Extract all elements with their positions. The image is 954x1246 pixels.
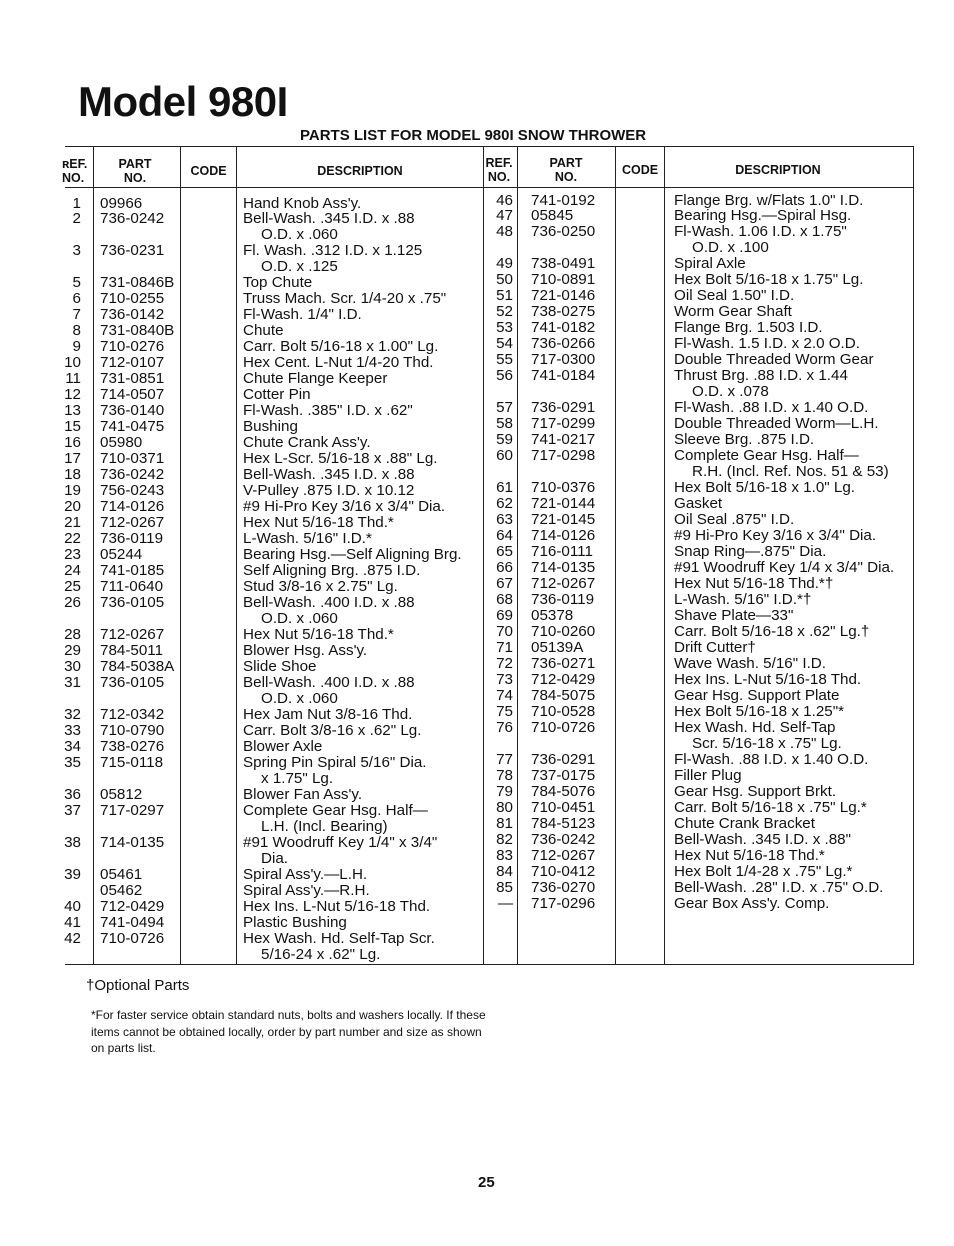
part-number: 714-0135 — [531, 559, 596, 577]
col-divider — [93, 147, 94, 964]
part-description: Complete Gear Hsg. Half— — [243, 801, 428, 819]
ref-number: 66 — [496, 559, 513, 577]
ref-number: 83 — [496, 846, 513, 864]
part-number: 712-0267 — [100, 514, 165, 532]
ref-number: 55 — [496, 351, 513, 369]
part-number: 05139A — [531, 638, 584, 656]
header-rule — [483, 187, 913, 188]
part-description: Filler Plug — [674, 766, 742, 784]
part-number: 710-0726 — [531, 718, 596, 736]
ref-number: — — [497, 894, 513, 912]
part-description: Hex Bolt 5/16-18 x 1.0" Lg. — [674, 479, 855, 497]
ref-number: 9 — [72, 338, 81, 356]
ref-number: 20 — [64, 498, 81, 516]
ref-number: 15 — [64, 418, 81, 436]
part-description: O.D. x .060 — [261, 689, 338, 707]
part-number: 05462 — [100, 881, 143, 899]
part-number: 712-0429 — [531, 670, 596, 688]
part-description: Hex Bolt 1/4-28 x .75" Lg.* — [674, 862, 853, 880]
part-description: Gear Hsg. Support Plate — [674, 686, 840, 704]
header-ref-no: ʀEF. NO. — [62, 157, 88, 185]
ref-number: 69 — [496, 606, 513, 624]
part-description: Bell-Wash. .400 I.D. x .88 — [243, 673, 415, 691]
part-description: Spiral Ass'y.—L.H. — [243, 865, 368, 883]
ref-number: 7 — [72, 306, 81, 324]
ref-number: 19 — [64, 482, 81, 500]
part-description: x 1.75" Lg. — [261, 769, 334, 787]
ref-number: 61 — [496, 479, 513, 497]
part-number: 736-0242 — [531, 830, 596, 848]
part-description: Carr. Bolt 5/16-18 x .75" Lg.* — [674, 798, 867, 816]
ref-number: 37 — [64, 801, 81, 819]
part-description: Flange Brg. w/Flats 1.0" I.D. — [674, 191, 864, 209]
part-description: Shave Plate—33" — [674, 606, 794, 624]
ref-number: 25 — [64, 578, 81, 596]
part-description: Drift Cutter† — [674, 638, 756, 656]
part-description: Hand Knob Ass'y. — [243, 194, 362, 212]
ref-number: 29 — [64, 641, 81, 659]
part-number: 05845 — [531, 207, 574, 225]
part-number: 784-5011 — [100, 641, 164, 659]
header-code: CODE — [190, 164, 227, 178]
part-description: Carr. Bolt 3/8-16 x .62" Lg. — [243, 721, 422, 739]
part-description: O.D. x .100 — [692, 239, 769, 257]
part-description: #91 Woodruff Key 1/4 x 3/4" Dia. — [674, 559, 895, 577]
ref-number: 74 — [496, 686, 513, 704]
ref-number: 64 — [496, 527, 513, 545]
part-number: 710-0891 — [531, 271, 596, 289]
ref-number: 2 — [72, 210, 81, 228]
header-code: CODE — [621, 163, 659, 177]
part-number: 736-0231 — [100, 242, 165, 260]
part-number: 741-0184 — [531, 367, 596, 385]
ref-number: 10 — [64, 354, 81, 372]
part-description: Hex Jam Nut 3/8-16 Thd. — [243, 705, 413, 723]
part-number: 736-0266 — [531, 335, 596, 353]
part-description: Flange Brg. 1.503 I.D. — [674, 319, 823, 337]
ref-number: 31 — [64, 673, 81, 691]
part-number: 712-0267 — [531, 846, 596, 864]
parts-table — [62, 146, 914, 965]
part-number: 05244 — [100, 546, 143, 564]
part-number: 736-0119 — [531, 591, 595, 608]
part-description: Blower Fan Ass'y. — [243, 785, 363, 803]
part-description: #91 Woodruff Key 1/4" x 3/4" — [243, 833, 438, 851]
part-description: Carr. Bolt 5/16-18 x 1.00" Lg. — [243, 338, 439, 356]
ref-number: 18 — [64, 466, 81, 484]
part-number: 736-0140 — [100, 402, 165, 420]
part-number: 714-0126 — [531, 527, 596, 545]
ref-number: 58 — [496, 415, 513, 433]
part-description: Hex Ins. L-Nut 5/16-18 Thd. — [243, 897, 431, 915]
ref-number: 11 — [65, 370, 81, 388]
part-description: Carr. Bolt 5/16-18 x .62" Lg.† — [674, 622, 870, 640]
ref-number: 47 — [496, 207, 513, 225]
part-description: Fl. Wash. .312 I.D. x 1.125 — [243, 242, 423, 260]
ref-number: 54 — [496, 335, 513, 353]
ref-number: 23 — [64, 546, 81, 564]
part-description: Spiral Axle — [674, 255, 746, 273]
ref-number: 68 — [496, 591, 513, 608]
part-number: 784-5038A — [100, 657, 175, 675]
part-number: 721-0146 — [531, 287, 596, 305]
part-description: O.D. x .060 — [261, 609, 338, 627]
part-description: Hex Bolt 5/16-18 x 1.75" Lg. — [674, 271, 864, 289]
part-number: 717-0296 — [531, 894, 596, 912]
ref-number: 16 — [64, 434, 81, 452]
part-description: 5/16-24 x .62" Lg. — [261, 945, 381, 963]
part-description: Hex L-Scr. 5/16-18 x .88" Lg. — [243, 450, 438, 468]
part-number: 714-0507 — [100, 386, 165, 404]
part-number: 737-0175 — [531, 766, 596, 784]
col-divider — [236, 147, 237, 964]
part-description: L-Wash. 5/16" I.D.* — [243, 530, 372, 548]
ref-number: 51 — [496, 287, 513, 305]
part-description: Hex Nut 5/16-18 Thd.* — [243, 625, 394, 643]
ref-number: 26 — [64, 594, 81, 611]
part-number: 717-0298 — [531, 447, 596, 465]
ref-number: 46 — [496, 191, 513, 209]
ref-number: 41 — [64, 913, 81, 931]
part-description: Chute Flange Keeper — [243, 370, 388, 388]
part-number: 784-5075 — [531, 686, 596, 704]
ref-number: 60 — [496, 447, 513, 465]
ref-number: 38 — [64, 833, 81, 851]
part-description: O.D. x .060 — [261, 226, 338, 244]
part-description: Wave Wash. 5/16" I.D. — [674, 654, 826, 672]
part-description: Bearing Hsg.—Self Aligning Brg. — [243, 546, 462, 564]
ref-number: 5 — [72, 274, 81, 292]
ref-number: 81 — [496, 814, 513, 832]
part-description: Blower Hsg. Ass'y. — [243, 641, 368, 659]
ref-number: 67 — [496, 575, 513, 593]
ref-number: 21 — [64, 514, 81, 532]
part-description: Snap Ring—.875" Dia. — [674, 543, 827, 561]
part-number: 736-0242 — [100, 466, 165, 484]
ref-number: 30 — [64, 657, 81, 675]
part-number: 714-0135 — [100, 833, 165, 851]
part-description: Bearing Hsg.—Spiral Hsg. — [674, 207, 852, 225]
ref-number: 36 — [64, 785, 81, 803]
part-number: 756-0243 — [100, 482, 165, 500]
part-number: 741-0192 — [531, 191, 596, 209]
part-description: Bell-Wash. .345 I.D. x .88 — [243, 466, 415, 484]
part-number: 710-0371 — [100, 450, 165, 468]
part-description: Fl-Wash. .385" I.D. x .62" — [243, 402, 413, 420]
ref-number: 40 — [64, 897, 81, 915]
part-description: Bell-Wash. .345 I.D. x .88 — [243, 210, 415, 228]
part-description: Double Threaded Worm Gear — [674, 351, 874, 369]
ref-number: 3 — [72, 242, 81, 260]
page-number: 25 — [478, 1174, 495, 1191]
part-description: Oil Seal 1.50" I.D. — [674, 287, 795, 305]
part-number: 741-0494 — [100, 913, 165, 931]
part-number: 784-5076 — [531, 782, 596, 800]
col-divider — [664, 147, 665, 964]
part-number: 736-0291 — [531, 399, 596, 417]
part-description: Scr. 5/16-18 x .75" Lg. — [692, 734, 842, 752]
part-description: Hex Wash. Hd. Self-Tap Scr. — [243, 929, 435, 947]
part-number: 721-0145 — [531, 511, 596, 529]
ref-number: 1 — [72, 194, 81, 212]
part-number: 710-0276 — [100, 338, 165, 356]
ref-number: 80 — [496, 798, 513, 816]
parts-list-heading: PARTS LIST FOR MODEL 980I SNOW THROWER — [300, 127, 647, 144]
part-description: Oil Seal .875" I.D. — [674, 511, 795, 529]
ref-number: 12 — [64, 386, 81, 404]
part-number: 712-0267 — [100, 625, 165, 643]
part-number: 741-0185 — [100, 562, 165, 580]
ref-number: 57 — [496, 399, 513, 417]
ref-number: 53 — [496, 319, 513, 337]
part-number: 721-0144 — [531, 495, 596, 513]
service-note: *For faster service obtain standard nuts, bolts and washers locally. If these items cannot be obtained locally, order by part number and size as shown on parts list. — [91, 1008, 486, 1055]
ref-number: 52 — [496, 303, 513, 321]
part-number: 717-0299 — [531, 415, 596, 433]
part-description: Fl-Wash. 1/4" I.D. — [243, 306, 362, 324]
part-number: 710-0726 — [100, 929, 165, 947]
part-number: 784-5123 — [531, 814, 596, 832]
part-number: 714-0126 — [100, 498, 165, 516]
ref-number: 76 — [496, 718, 513, 736]
ref-number: 63 — [496, 511, 513, 529]
part-description: Hex Cent. L-Nut 1/4-20 Thd. — [243, 354, 434, 372]
part-description: Fl-Wash. 1.5 I.D. x 2.0 O.D. — [674, 335, 860, 353]
header-ref-no: REF. NO. — [485, 156, 513, 184]
part-number: 712-0342 — [100, 705, 165, 723]
ref-number: 77 — [496, 750, 513, 768]
part-number: 717-0297 — [100, 801, 165, 819]
ref-number: 79 — [496, 782, 513, 800]
ref-number: 49 — [496, 255, 513, 273]
part-number: 716-0111 — [531, 543, 593, 561]
ref-number: 85 — [496, 878, 513, 896]
page-title: Model 980I — [78, 78, 288, 125]
part-number: 710-0376 — [531, 479, 596, 497]
ref-number: 48 — [496, 223, 513, 241]
ref-number: 72 — [496, 654, 513, 672]
part-number: 710-0412 — [531, 862, 596, 880]
part-description: Slide Shoe — [243, 657, 317, 675]
part-number: 05812 — [100, 785, 143, 803]
part-number: 738-0491 — [531, 255, 596, 273]
part-number: 731-0846B — [100, 274, 175, 292]
part-description: Double Threaded Worm—L.H. — [674, 415, 879, 433]
part-description: Hex Nut 5/16-18 Thd.* — [243, 514, 394, 532]
part-number: 738-0275 — [531, 303, 596, 321]
part-number: 09966 — [100, 194, 143, 212]
ref-number: 6 — [72, 290, 81, 308]
part-description: Truss Mach. Scr. 1/4-20 x .75" — [243, 290, 447, 308]
part-description: Gear Box Ass'y. Comp. — [674, 894, 830, 912]
optional-parts-note: †Optional Parts — [86, 977, 190, 994]
part-number: 736-0271 — [531, 654, 596, 672]
part-number: 736-0105 — [100, 673, 165, 691]
part-description: R.H. (Incl. Ref. Nos. 51 & 53) — [692, 463, 889, 481]
part-number: 731-0851 — [100, 370, 165, 388]
part-description: Chute Crank Ass'y. — [243, 434, 371, 452]
ref-number: 22 — [64, 530, 81, 548]
ref-number: 32 — [64, 705, 81, 723]
ref-number: 75 — [496, 702, 513, 720]
part-description: Blower Axle — [243, 737, 323, 755]
header-part-no: PART NO. — [118, 157, 152, 185]
part-number: 741-0475 — [100, 418, 165, 436]
ref-number: 17 — [64, 450, 81, 468]
ref-number: 84 — [496, 862, 513, 880]
part-number: 741-0182 — [531, 319, 596, 337]
part-number: 710-0260 — [531, 622, 596, 640]
part-description: Worm Gear Shaft — [674, 303, 792, 321]
ref-number: 59 — [496, 431, 513, 449]
header-description: DESCRIPTION — [735, 163, 821, 177]
part-description: Gear Hsg. Support Brkt. — [674, 782, 837, 800]
part-number: 715-0118 — [100, 753, 164, 771]
ref-number: 8 — [72, 322, 81, 340]
part-description: Bell-Wash. .345 I.D. x .88" — [674, 830, 852, 848]
part-description: O.D. x .125 — [261, 258, 338, 276]
part-number: 05980 — [100, 434, 143, 452]
part-number: 736-0270 — [531, 878, 596, 896]
part-description: Hex Ins. L-Nut 5/16-18 Thd. — [674, 670, 862, 688]
part-number: 712-0107 — [100, 354, 165, 372]
part-description: Gasket — [674, 495, 723, 513]
part-number: 710-0790 — [100, 721, 165, 739]
part-description: Bell-Wash. .400 I.D. x .88 — [243, 594, 415, 611]
ref-number: 33 — [64, 721, 81, 739]
part-description: Self Aligning Brg. .875 I.D. — [243, 562, 421, 580]
part-description: Complete Gear Hsg. Half— — [674, 447, 859, 465]
ref-number: 39 — [64, 865, 81, 883]
header-description: DESCRIPTION — [317, 164, 403, 178]
part-number: 710-0528 — [531, 702, 596, 720]
col-divider — [483, 147, 484, 964]
col-divider — [517, 147, 518, 964]
col-divider — [615, 147, 616, 964]
part-description: Bushing — [243, 418, 298, 436]
part-number: 717-0300 — [531, 351, 596, 369]
part-description: Hex Nut 5/16-18 Thd.*† — [674, 575, 834, 593]
part-description: Thrust Brg. .88 I.D. x 1.44 — [674, 367, 848, 385]
ref-number: 24 — [64, 562, 81, 580]
ref-number: 78 — [496, 766, 513, 784]
part-description: Fl-Wash. .88 I.D. x 1.40 O.D. — [674, 399, 869, 417]
ref-number: 82 — [496, 830, 513, 848]
ref-number: 62 — [496, 495, 513, 513]
ref-number: 65 — [496, 543, 513, 561]
part-number: 05378 — [531, 606, 574, 624]
part-description: Hex Wash. Hd. Self-Tap — [674, 718, 836, 736]
header-rule — [65, 187, 483, 188]
ref-number: 42 — [64, 929, 81, 947]
part-description: L-Wash. 5/16" I.D.*† — [674, 591, 812, 608]
part-description: Dia. — [261, 849, 289, 867]
part-number: 05461 — [100, 865, 143, 883]
part-description: #9 Hi-Pro Key 3/16 x 3/4" Dia. — [243, 498, 446, 516]
part-number: 710-0451 — [531, 798, 596, 816]
part-description: Spring Pin Spiral 5/16" Dia. — [243, 753, 427, 771]
part-number: 741-0217 — [531, 431, 596, 449]
ref-number: 28 — [64, 625, 81, 643]
part-description: Hex Nut 5/16-18 Thd.* — [674, 846, 825, 864]
part-number: 736-0105 — [100, 594, 165, 611]
part-description: O.D. x .078 — [692, 383, 769, 401]
part-number: 736-0250 — [531, 223, 596, 241]
ref-number: 70 — [496, 622, 513, 640]
part-description: Top Chute — [243, 274, 313, 292]
part-number: 731-0840B — [100, 322, 175, 340]
part-description: Sleeve Brg. .875 I.D. — [674, 431, 815, 449]
part-number: 710-0255 — [100, 290, 165, 308]
part-description: Stud 3/8-16 x 2.75" Lg. — [243, 578, 398, 596]
ref-number: 73 — [496, 670, 513, 688]
part-description: #9 Hi-Pro Key 3/16 x 3/4" Dia. — [674, 527, 877, 545]
part-number: 712-0429 — [100, 897, 165, 915]
part-description: Fl-Wash. 1.06 I.D. x 1.75" — [674, 223, 847, 241]
ref-number: 50 — [496, 271, 513, 289]
part-description: Fl-Wash. .88 I.D. x 1.40 O.D. — [674, 750, 869, 768]
part-description: V-Pulley .875 I.D. x 10.12 — [243, 482, 415, 500]
part-number: 736-0119 — [100, 530, 164, 548]
ref-number: 13 — [64, 402, 81, 420]
part-number: 712-0267 — [531, 575, 596, 593]
part-number: 736-0142 — [100, 306, 165, 324]
part-description: Bell-Wash. .28" I.D. x .75" O.D. — [674, 878, 884, 896]
ref-number: 35 — [64, 753, 81, 771]
part-description: Chute — [243, 322, 284, 340]
part-number: 711-0640 — [100, 578, 164, 596]
part-description: Chute Crank Bracket — [674, 814, 815, 832]
col-divider — [180, 147, 181, 964]
part-number: 736-0242 — [100, 210, 165, 228]
part-number: 738-0276 — [100, 737, 165, 755]
part-description: Hex Bolt 5/16-18 x 1.25"* — [674, 702, 845, 720]
part-description: Plastic Bushing — [243, 913, 347, 931]
part-description: Spiral Ass'y.—R.H. — [243, 881, 370, 899]
ref-number: 71 — [496, 638, 513, 656]
ref-number: 56 — [496, 367, 513, 385]
part-number: 736-0291 — [531, 750, 596, 768]
header-part-no: PART NO. — [549, 156, 583, 184]
part-description: Cotter Pin — [243, 386, 311, 404]
part-description: L.H. (Incl. Bearing) — [261, 817, 388, 835]
ref-number: 34 — [64, 737, 81, 755]
